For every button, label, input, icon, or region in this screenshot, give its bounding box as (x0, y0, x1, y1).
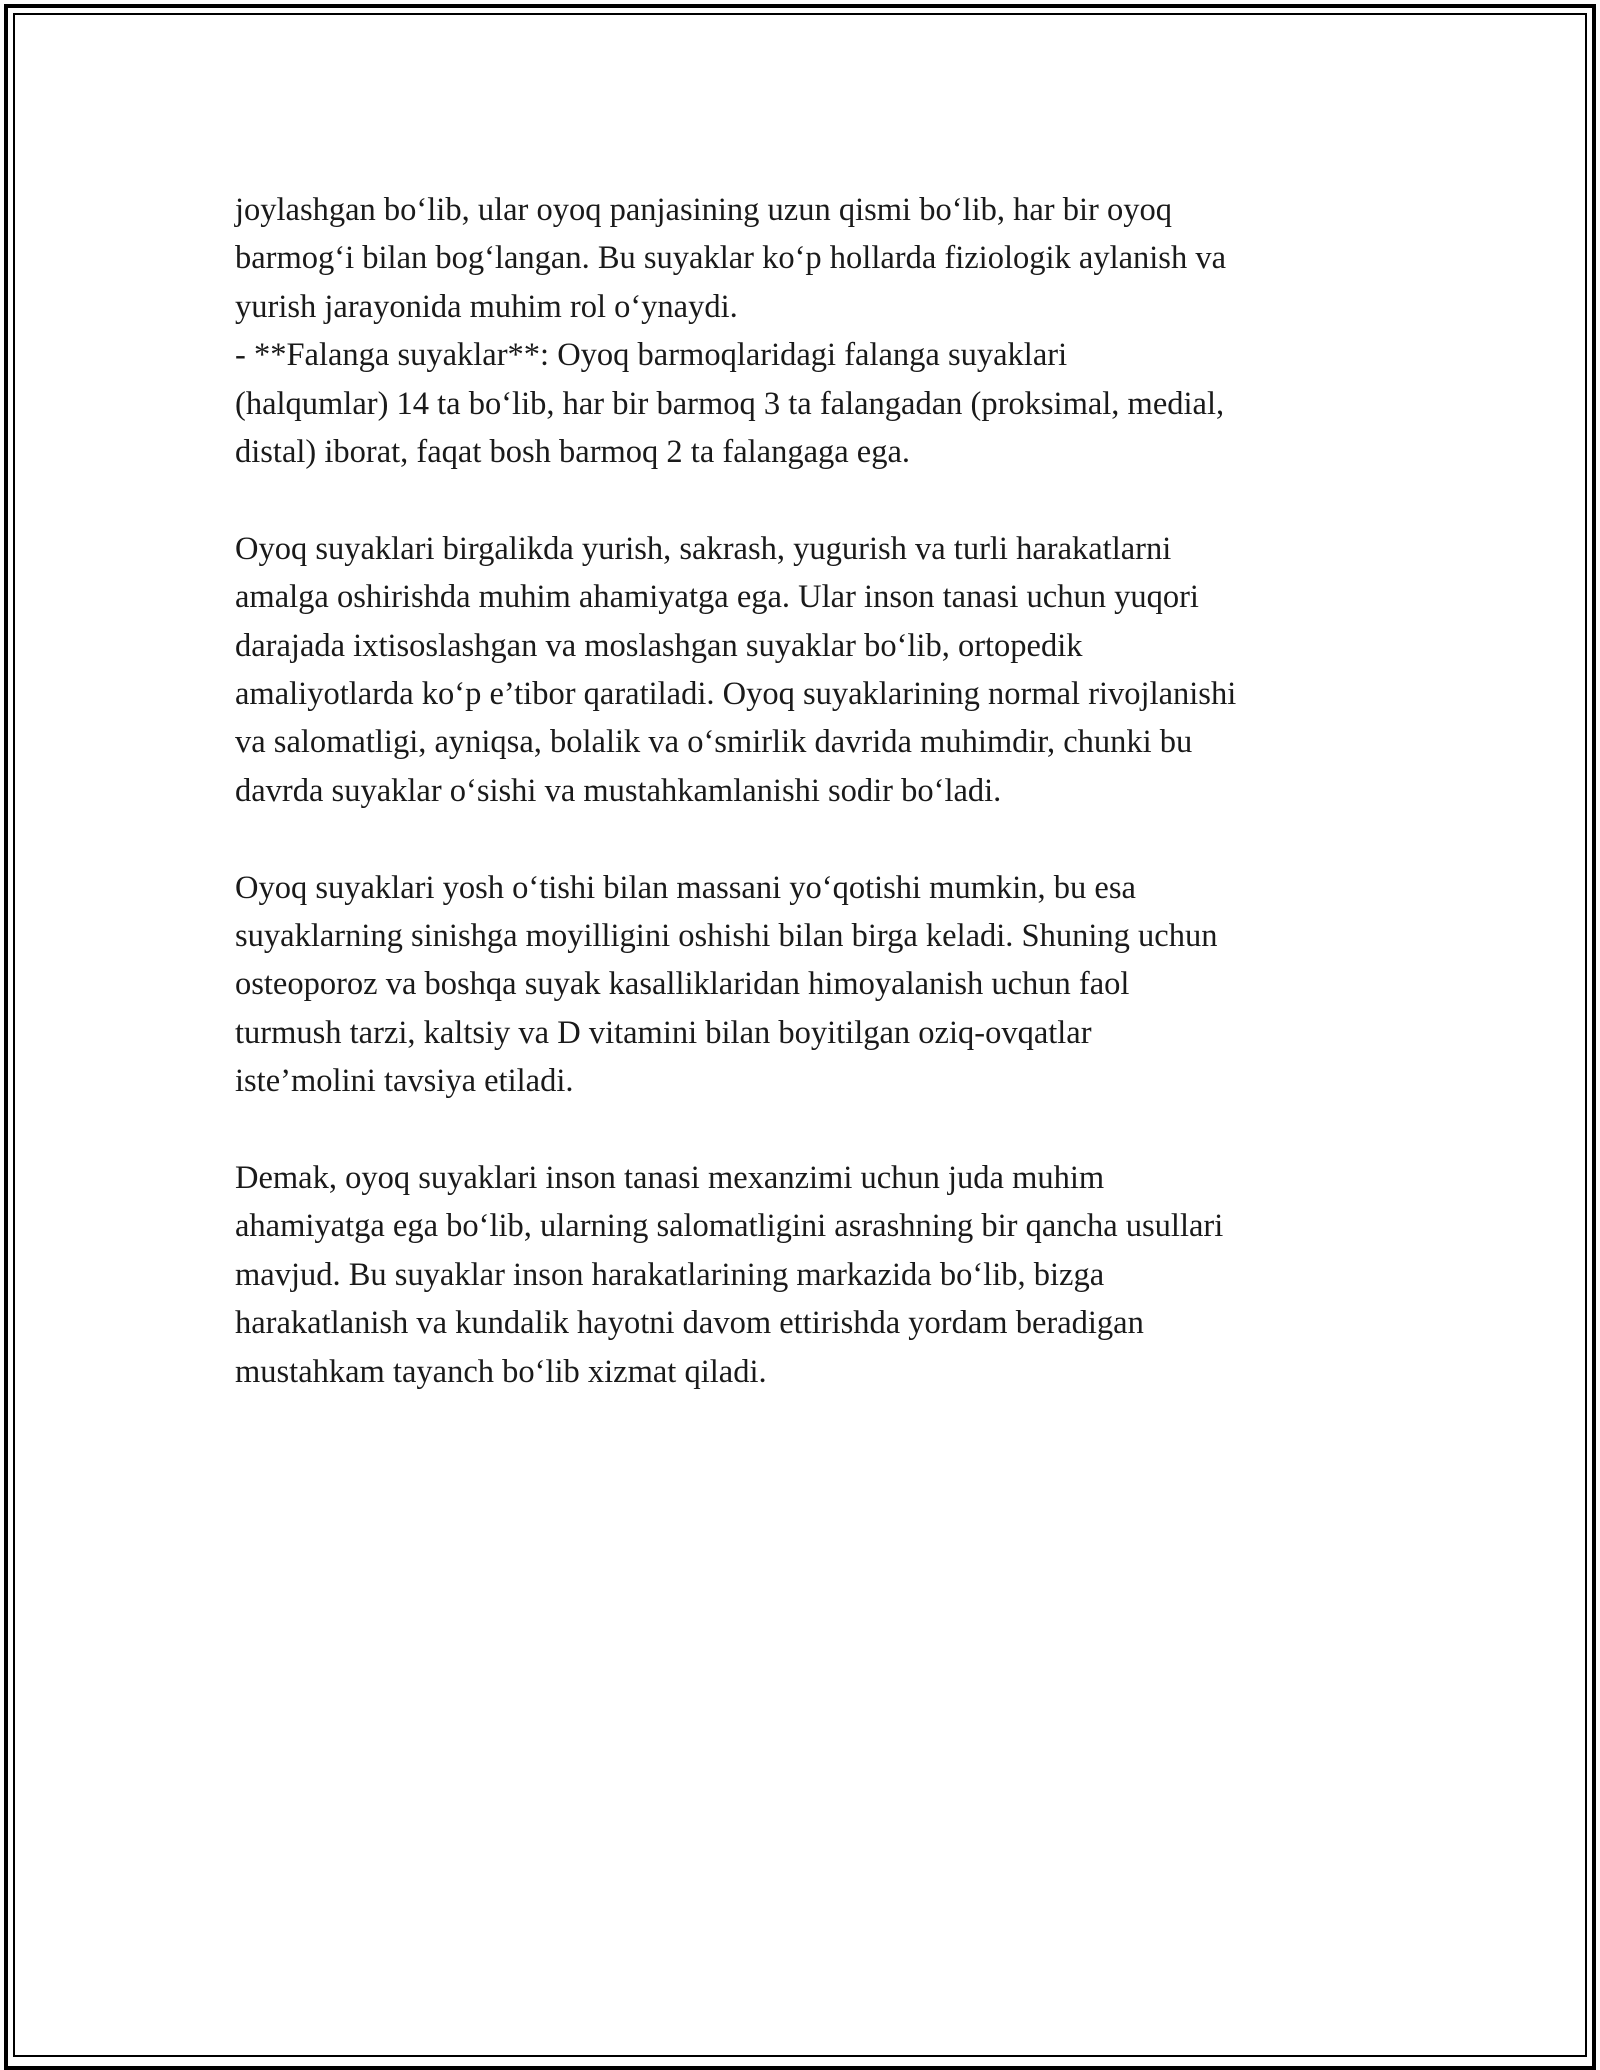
paragraph-function: Oyoq suyaklari birgalikda yurish, sakrash, yugurish va turli harakatlarni amalga oshirishda muhim ahamiyatga ega. Ular inson tanasi uchun yuqori darajada ixtisoslashgan va moslashgan suyaklar bo‘lib, ortopedik amaliyotlarda ko‘p e’tibor qaratiladi. Oyoq suyaklarining normal rivojlanishi va salomatligi, ayniqsa, bolalik va o‘smirlik davrida muhimdir, chunki bu davrda suyaklar o‘sishi va mustahkamlanishi sodir bo‘ladi. (235, 530, 1237, 809)
paragraph-phalanges: - **Falanga suyaklar**: Oyoq barmoqlaridagi falanga suyaklari (halqumlar) 14 ta bo‘lib, har bir barmoq 3 ta falangadan (proksimal, medial, distal) iborat, faqat bosh barmoq 2 ta falangaga ega. (235, 337, 1225, 471)
paragraph-conclusion: Demak, oyoq suyaklari inson tanasi mexanzimi uchun juda muhim ahamiyatga ega bo‘lib, ularning salomatligini asrashning bir qancha usullari mavjud. Bu suyaklar inson harakatlarining markazida bo‘lib, bizga harakatlanish va kundalik hayotni davom ettirishda yordam beradigan mustahkam tayanch bo‘lib xizmat qiladi. (235, 1160, 1224, 1390)
document-body (235, 186, 1385, 1445)
paragraph-metatarsal-continuation: joylashgan bo‘lib, ular oyoq panjasining uzun qismi bo‘lib, har bir oyoq barmog‘i bilan bog‘langan. Bu suyaklar ko‘p hollarda fiziologik aylanish va yurish jarayonida muhim rol o‘ynaydi. (235, 192, 1226, 325)
paragraph-aging: Oyoq suyaklari yosh o‘tishi bilan massani yo‘qotishi mumkin, bu esa suyaklarning sinishga moyilligini oshishi bilan birga keladi. Shuning uchun osteoporoz va boshqa suyak kasalliklaridan himoyalanish uchun faol turmush tarzi, kaltsiy va D vitamini bilan boyitilgan oziq-ovqatlar iste’molini tavsiya etiladi. (235, 869, 1218, 1100)
